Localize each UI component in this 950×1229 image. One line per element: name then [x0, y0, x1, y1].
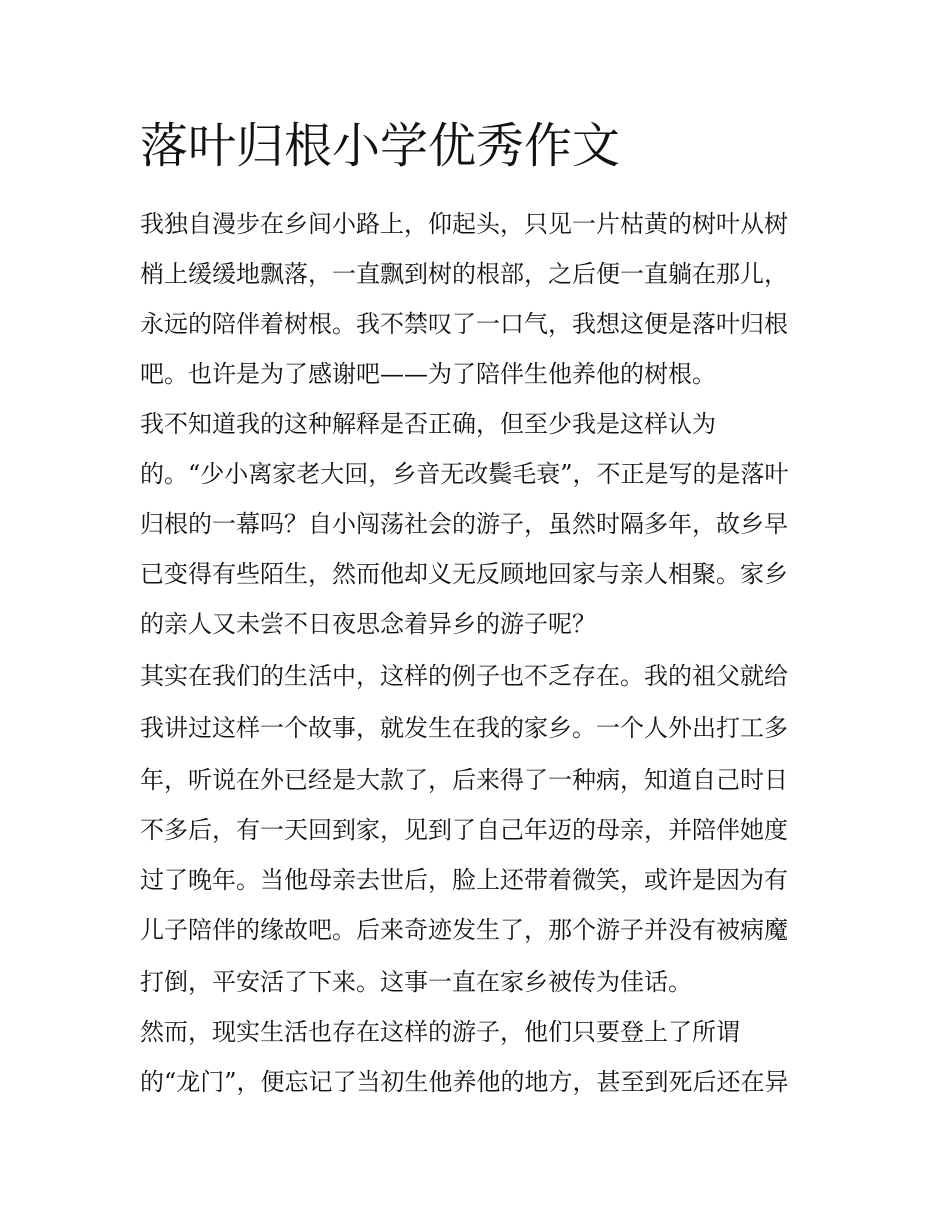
text-line-3: 永远的陪伴着树根。我不禁叹了一口气，我想这便是落叶归根	[140, 310, 788, 338]
text-line-17: 然而，现实生活也存在这样的游子，他们只要登上了所谓	[140, 1018, 740, 1046]
text-line-4: 吧。也许是为了感谢吧——为了陪伴生他养他的树根。	[140, 360, 716, 388]
text-line-12: 年，听说在外已经是大款了，后来得了一种病，知道自己时日	[140, 766, 788, 794]
text-line-14: 过了晚年。当他母亲去世后，脸上还带着微笑，或许是因为有	[140, 866, 788, 894]
text-line-13: 不多后，有一天回到家，见到了自己年迈的母亲，并陪伴她度	[140, 816, 788, 844]
text-line-9: 的亲人又未尝不日夜思念着异乡的游子呢？	[140, 610, 596, 638]
text-line-7: 归根的一幕吗？自小闯荡社会的游子，虽然时隔多年，故乡早	[140, 510, 788, 538]
text-line-6: 的。“少小离家老大回，乡音无改鬓毛衰”，不正是写的是落叶	[140, 460, 789, 488]
text-line-8: 已变得有些陌生，然而他却义无反顾地回家与亲人相聚。家乡	[140, 560, 788, 588]
text-line-16: 打倒，平安活了下来。这事一直在家乡被传为佳话。	[140, 968, 692, 996]
text-line-11: 我讲过这样一个故事，就发生在我的家乡。一个人外出打工多	[140, 714, 788, 742]
text-line-10: 其实在我们的生活中，这样的例子也不乏存在。我的祖父就给	[140, 662, 788, 690]
text-line-2: 梢上缓缓地飘落，一直飘到树的根部，之后便一直躺在那儿，	[140, 260, 788, 288]
document-title: 落叶归根小学优秀作文	[140, 118, 621, 174]
text-line-5: 我不知道我的这种解释是否正确，但至少我是这样认为	[140, 410, 716, 438]
text-line-15: 儿子陪伴的缘故吧。后来奇迹发生了，那个游子并没有被病魔	[140, 916, 788, 944]
text-line-18: 的“龙门”，便忘记了当初生他养他的地方，甚至到死后还在异	[140, 1068, 789, 1096]
text-line-1: 我独自漫步在乡间小路上，仰起头，只见一片枯黄的树叶从树	[140, 210, 788, 238]
